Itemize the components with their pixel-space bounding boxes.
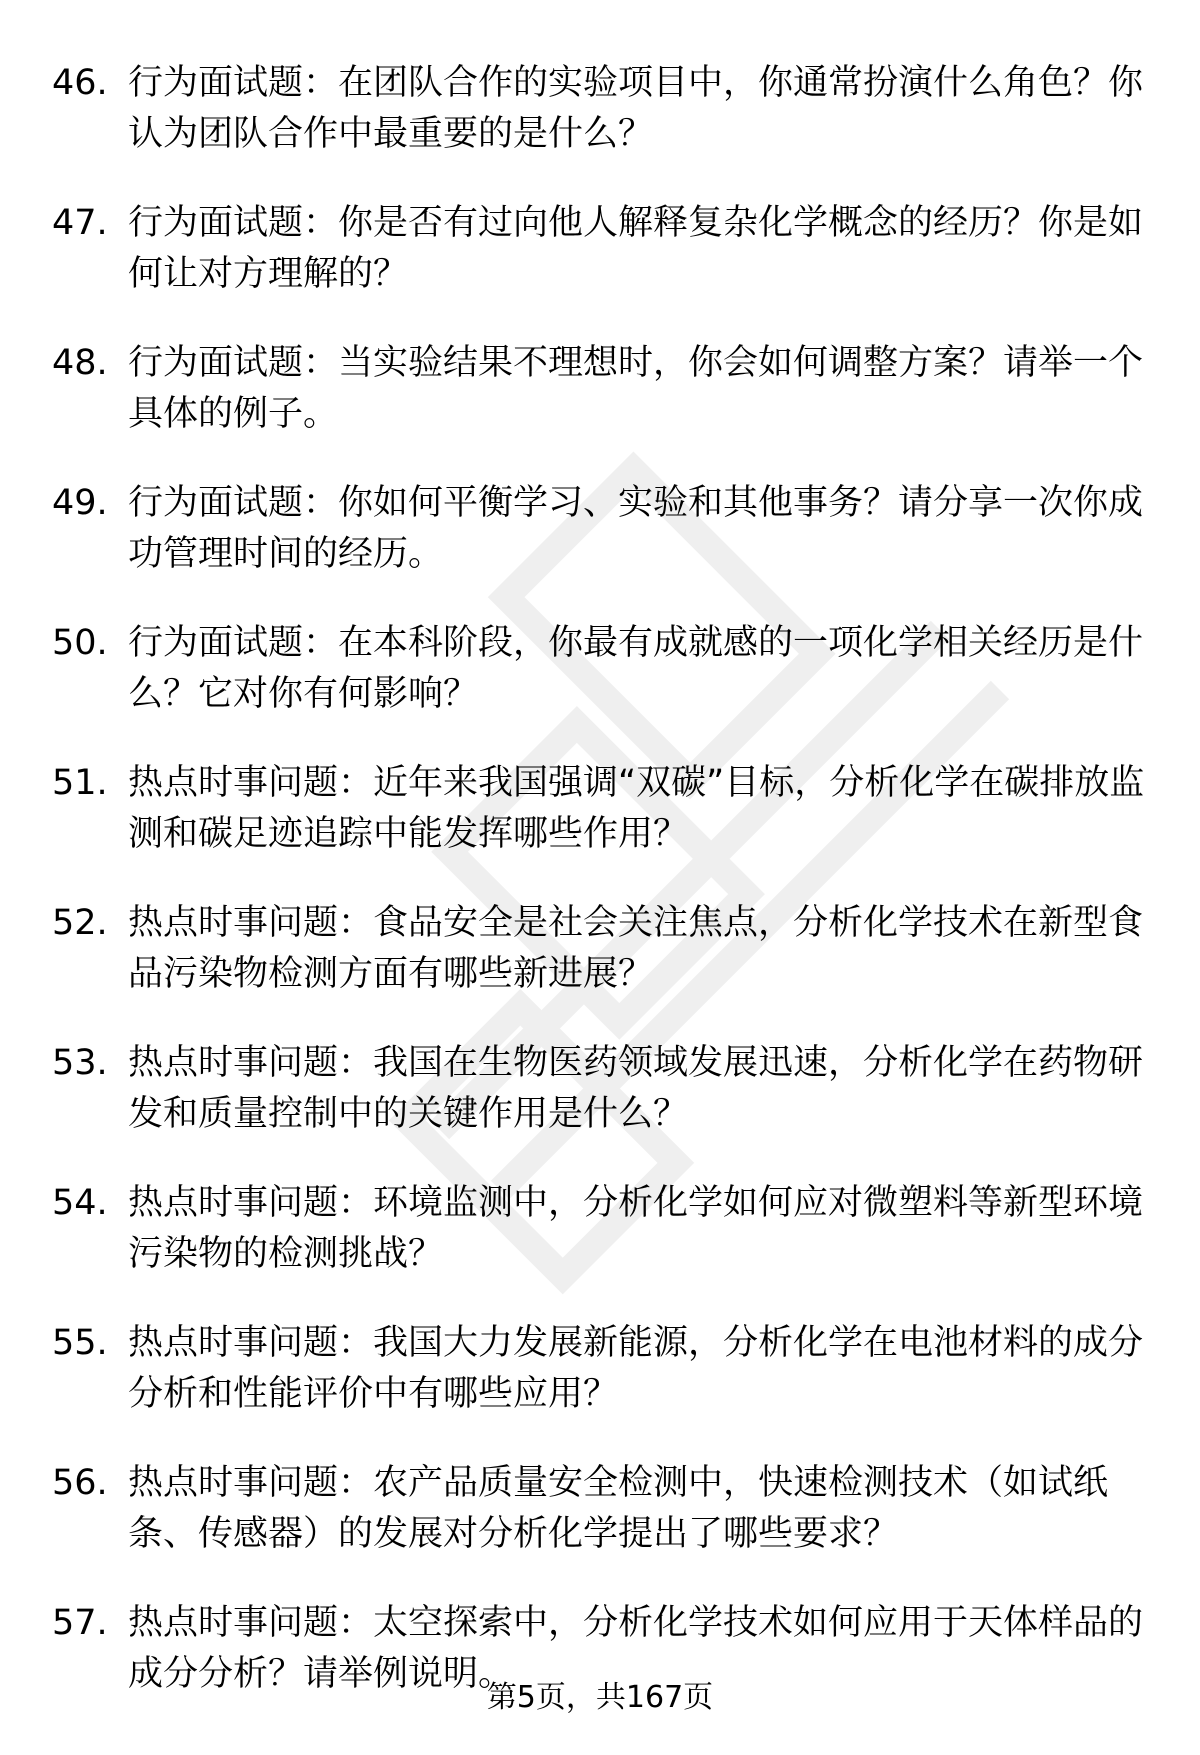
question-item [52, 198, 1152, 300]
question-number: 53. [52, 1043, 108, 1083]
question-text: 行为面试题：当实验结果不理想时，你会如何调整方案？请举一个具体的例子。 [128, 343, 1144, 434]
question-item [52, 1458, 1152, 1560]
question-text: 热点时事问题：太空探索中，分析化学技术如何应用于天体样品的成分分析？请举例说明。 [128, 1603, 1144, 1694]
question-number: 46. [52, 63, 108, 103]
question-item [52, 1318, 1152, 1420]
question-text: 热点时事问题：食品安全是社会关注焦点，分析化学技术在新型食品污染物检测方面有哪些新进展？ [128, 903, 1144, 994]
question-item [52, 898, 1152, 1000]
question-number: 54. [52, 1183, 108, 1223]
question-text: 热点时事问题：我国在生物医药领域发展迅速，分析化学在药物研发和质量控制中的关键作用是什么？ [128, 1043, 1144, 1134]
question-item [52, 58, 1152, 160]
question-item [52, 618, 1152, 720]
question-text: 行为面试题：在团队合作的实验项目中，你通常扮演什么角色？你认为团队合作中最重要的是什么？ [128, 63, 1144, 154]
question-item [52, 758, 1152, 860]
question-text: 热点时事问题：农产品质量安全检测中，快速检测技术（如试纸条、传感器）的发展对分析化学提出了哪些要求？ [128, 1463, 1109, 1554]
question-text: 行为面试题：你如何平衡学习、实验和其他事务？请分享一次你成功管理时间的经历。 [128, 483, 1144, 574]
question-number: 51. [52, 763, 108, 803]
question-text: 热点时事问题：我国大力发展新能源，分析化学在电池材料的成分分析和性能评价中有哪些应用？ [128, 1323, 1144, 1414]
question-item [52, 1178, 1152, 1280]
question-number: 49. [52, 483, 108, 523]
question-text: 行为面试题：你是否有过向他人解释复杂化学概念的经历？你是如何让对方理解的？ [128, 203, 1144, 294]
question-number: 57. [52, 1603, 108, 1643]
question-item [52, 478, 1152, 580]
question-list [52, 58, 1152, 1738]
question-text: 行为面试题：在本科阶段，你最有成就感的一项化学相关经历是什么？它对你有何影响？ [128, 623, 1144, 714]
question-text: 热点时事问题：环境监测中，分析化学如何应对微塑料等新型环境污染物的检测挑战？ [128, 1183, 1144, 1274]
question-number: 55. [52, 1323, 108, 1363]
page-footer: 第5页，共167页 [486, 1680, 714, 1715]
question-number: 47. [52, 203, 108, 243]
question-number: 48. [52, 343, 108, 383]
question-number: 56. [52, 1463, 108, 1503]
question-number: 52. [52, 903, 108, 943]
question-item [52, 1038, 1152, 1140]
question-item [52, 338, 1152, 440]
question-text: 热点时事问题：近年来我国强调“双碳”目标，分析化学在碳排放监测和碳足迹追踪中能发挥哪些作用？ [128, 763, 1145, 854]
question-number: 50. [52, 623, 108, 663]
